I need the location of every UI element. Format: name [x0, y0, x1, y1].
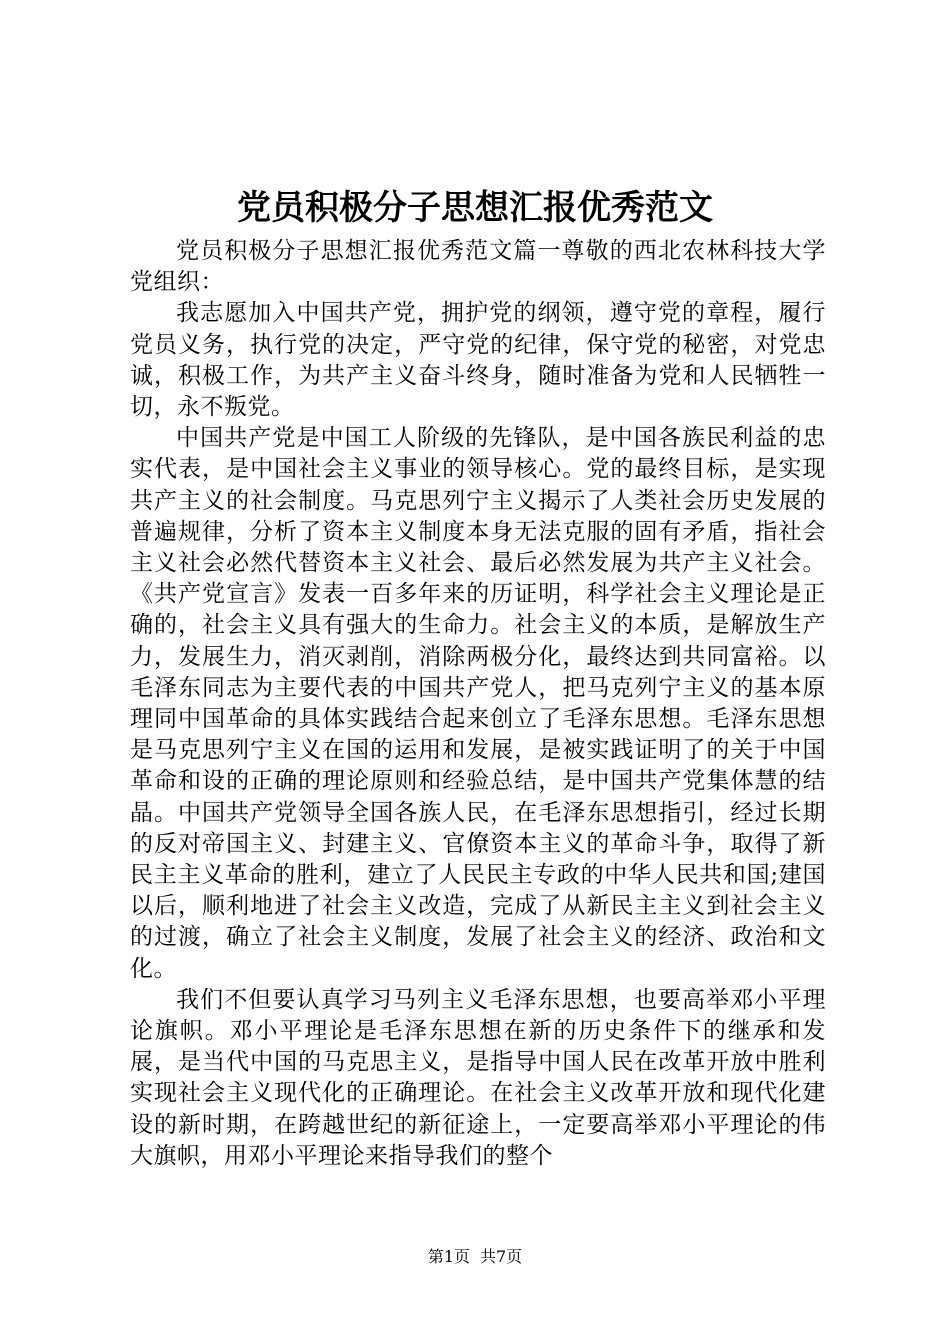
page-footer [0, 1244, 950, 1267]
paragraph-1: 党员积极分子思想汇报优秀范文篇一尊敬的西北农林科技大学党组织： [130, 238, 826, 296]
document-title: 党员积极分子思想汇报优秀范文 [237, 188, 713, 228]
page-number: 第1页 [427, 1247, 470, 1266]
paragraph-2: 我志愿加入中国共产党，拥护党的纲领，遵守党的章程，履行党员义务，执行党的决定，严守党的纪律，保守党的秘密，对党忠诚，积极工作，为共产主义奋斗终身，随时准备为党和人民牺牲一切，永不叛党。 [130, 300, 826, 421]
paragraph-3: 中国共产党是中国工人阶级的先锋队，是中国各族民利益的忠实代表，是中国社会主义事业的领导核心。党的最终目标，是实现共产主义的社会制度。马克思列宁主义揭示了人类社会历史发展的普遍规律，分析了资本主义制度本身无法克服的固有矛盾，指社会主义社会必然代替资本主义社会、最后必然发展为共产主义社会。《共产党宣言》发表一百多年来的历证明，科学社会主义理论是正确的，社会主义具有强大的生命力。社会主义的本质，是解放生产力，发展生力，消灭剥削，消除两极分化，最终达到共同富裕。以毛泽东同志为主要代表的中国共产党人，把马克列宁主义的基本原理同中国革命的具体实践结合起来创立了毛泽东思想。毛泽东思想是马克思列宁主义在国的运用和发展，是被实践证明了的关于中国革命和设的正确的理论原则和经验总结，是中国共产党集体慧的结晶。中国共产党领导全国各族人民，在毛泽东思想指引，经过长期的反对帝国主义、封建主义、官僚资本主义的革命斗争，取得了新民主主义革命的胜利，建立了人民民主专政的中华人民共和国;建国以后，顺利地进了社会主义改造，完成了从新民主主义到社会主义的过渡，确立了社会主义制度，发展了社会主义的经济、政治和文化。 [130, 425, 826, 982]
paragraph-4: 我们不但要认真学习马列主义毛泽东思想，也要高举邓小平理论旗帜。邓小平理论是毛泽东思想在新的历史条件下的继承和发展，是当代中国的马克思主义，是指导中国人民在改革开放中胜利实现社会主义现代化的正确理论。在社会主义改革开放和现代化建设的新时期，在跨越世纪的新征途上，一定要高举邓小平理论的伟大旗帜，用邓小平理论来指导我们的整个 [130, 986, 826, 1169]
page-total: 共7页 [480, 1247, 523, 1266]
document-body [130, 236, 826, 1172]
